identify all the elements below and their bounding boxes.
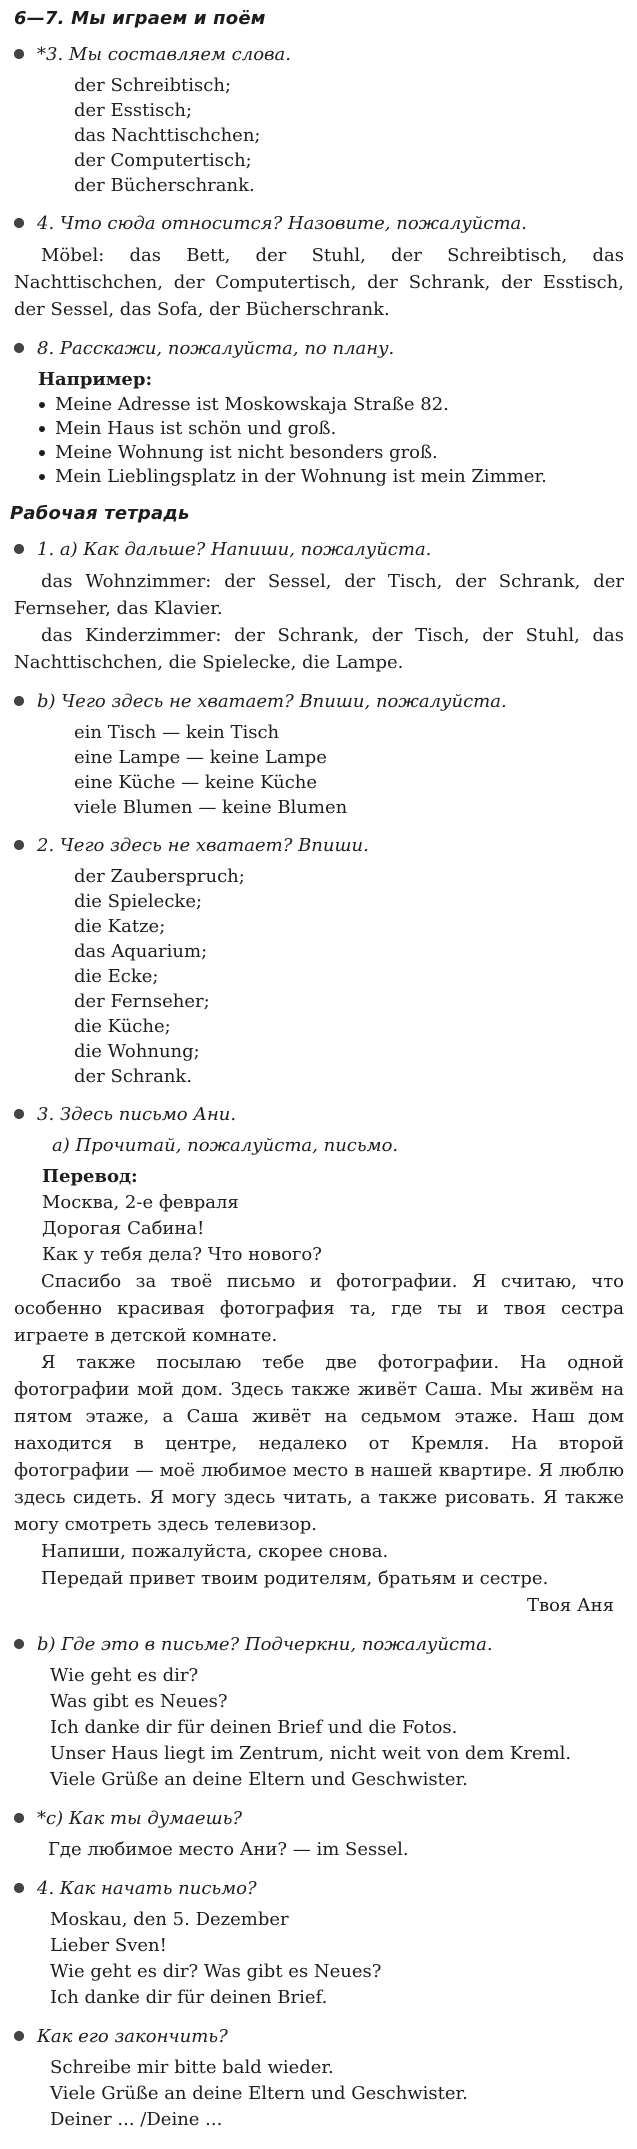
answer-line: Schreibe mir bitte bald wieder. [50,2057,334,2078]
task-3-words [14,42,624,198]
letter-paragraph: Я также посылаю тебе две фотографии. На одной фотографии мой дом. Здесь также живёт Саша. Мы живём на пятом этаже, а Саша живёт на седьмом этаже. Наш дом находится в центре, недалеко от Кремля. На второй фотографии — моё любимое место в нашей квартире. Я люблю здесь сидеть. Я могу здесь читать, а также рисовать. Я также могу смотреть здесь телевизор. [14,1352,624,1535]
dot-bullet-icon [39,426,45,432]
word-item: die Spielecke; [74,891,203,912]
answer-line: Ich danke dir für deinen Brief. [50,1987,328,2008]
task-heading [14,336,624,361]
word-item: das Aquarium; [74,941,208,962]
task-heading [14,1632,624,1657]
word-list [74,73,624,198]
task-heading-label: 3. Здесь письмо Ани. [37,1104,237,1125]
answer-paragraph: das Wohnzimmer: der Sessel, der Tisch, der Schrank, der Fernseher, das Klavier. [14,571,624,619]
dot-bullet-icon [39,450,45,456]
workbook-heading: Рабочая тетрадь [10,503,190,524]
word-item: der Bücherschrank. [74,175,255,196]
task-heading [14,42,624,67]
task-heading [14,2024,624,2049]
letter-line: Москва, 2-е февраля [42,1192,239,1213]
bullet-icon [14,696,24,706]
bullet-icon [14,343,24,353]
answer-line: Viele Grüße an deine Eltern und Geschwister. [50,1769,468,1790]
wb-task-4 [14,1876,624,2011]
answer-line: Viele Grüße an deine Eltern und Geschwister. [50,2083,468,2104]
bullet-icon [14,2031,24,2041]
answer-list [48,1837,624,1863]
translation-label: Перевод: [42,1166,138,1187]
word-item: der Schreibtisch; [74,75,232,96]
word-item: die Küche; [74,1016,171,1037]
bullet-icon [14,840,24,850]
bullet-icon [14,544,24,554]
example-label: Например: [38,369,153,390]
wb-task-1b [14,689,624,820]
answer-line: Wie geht es dir? Was gibt es Neues? [50,1961,382,1982]
task-heading-label: 2. Чего здесь не хватает? Впиши. [37,835,369,856]
dot-bullet-icon [39,402,45,408]
word-item: die Katze; [74,916,166,937]
bullet-icon [14,1639,24,1649]
answer-line: Ich danke dir für deinen Brief und die Fotos. [50,1717,458,1738]
letter-paragraph: Напиши, пожалуйста, скорее снова. [41,1541,389,1562]
example-item-label: Meine Adresse ist Moskowskaja Straße 82. [55,394,449,415]
task-heading-label: 1. a) Как дальше? Напиши, пожалуйста. [37,539,432,560]
answer-paragraph: das Kinderzimmer: der Schrank, der Tisch, der Stuhl, das Nachttischchen, die Spielecke, die Lampe. [14,625,624,673]
answer-line: Где любимое место Ани? — im Sessel. [48,1839,409,1860]
bullet-icon [14,218,24,228]
letter-paragraph: Спасибо за твоё письмо и фотографии. Я считаю, что особенно красивая фотография та, где ты и твоя сестра играете в детской комнате. [14,1271,624,1346]
task-heading [14,1806,624,1831]
wb-task-close [14,2024,624,2133]
word-list [74,720,624,820]
task-heading [14,833,624,858]
wb-task-2 [14,833,624,1089]
letter-paragraph: Передай привет твоим родителям, братьям и сестре. [41,1568,549,1589]
task-8-plan [14,336,624,489]
word-item: der Fernseher; [74,991,210,1012]
letter-signature: Твоя Аня [526,1595,614,1616]
example-item-label: Mein Lieblingsplatz in der Wohnung ist mein Zimmer. [55,466,547,487]
example-item [38,465,624,489]
task-heading [14,537,624,562]
task-subheading: a) Прочитай, пожалуйста, письмо. [52,1135,399,1156]
letter-line: Как у тебя дела? Что нового? [42,1244,322,1265]
word-item: viele Blumen — keine Blumen [74,797,348,818]
task-heading-label: 8. Расскажи, пожалуйста, по плану. [37,338,395,359]
answer-line: Unser Haus liegt im Zentrum, nicht weit von dem Kreml. [50,1743,572,1764]
answer-paragraph: Möbel: das Bett, der Stuhl, der Schreibtisch, das Nachttischchen, der Computertisch, der Schrank, der Esstisch, der Sessel, das Sofa, der Bücherschrank. [14,245,624,320]
wb-task-3b [14,1632,624,1793]
task-heading [14,1102,624,1127]
task-heading-label: 4. Что сюда относится? Назовите, пожалуйста. [37,213,527,234]
answer-line: Moskau, den 5. Dezember [50,1909,289,1930]
word-item: das Nachttischchen; [74,125,261,146]
word-item: der Schrank. [74,1066,193,1087]
word-item: die Ecke; [74,966,159,987]
word-item: die Wohnung; [74,1041,200,1062]
task-4-relate [14,211,624,323]
answer-line: Lieber Sven! [50,1935,167,1956]
word-item: eine Lampe — keine Lampe [74,747,327,768]
bullet-icon [14,1813,24,1823]
word-item: eine Küche — keine Küche [74,772,318,793]
wb-task-3-letter [14,1102,624,1619]
example-item-label: Meine Wohnung ist nicht besonders groß. [55,442,438,463]
task-heading-label: b) Где это в письме? Подчеркни, пожалуйста. [37,1634,493,1655]
answer-line: Was gibt es Neues? [50,1691,228,1712]
word-list [74,864,624,1089]
task-heading-label: b) Чего здесь не хватает? Впиши, пожалуйста. [37,691,507,712]
example-item [38,417,624,441]
answer-line: Wie geht es dir? [50,1665,199,1686]
letter-line: Дорогая Сабина! [42,1218,205,1239]
task-heading-label: 4. Как начать письмо? [37,1878,257,1899]
answer-list [50,1907,624,2011]
bullet-icon [14,1109,24,1119]
dot-bullet-icon [39,474,45,480]
task-heading [14,689,624,714]
example-item-label: Mein Haus ist schön und groß. [55,418,337,439]
task-heading [14,211,624,236]
bullet-icon [14,49,24,59]
answer-line: Deiner ... /Deine ... [50,2109,223,2130]
chapter-heading: 6—7. Мы играем и поём [14,8,266,29]
word-item: ein Tisch — kein Tisch [74,722,280,743]
answer-list [50,1663,624,1793]
wb-task-1a [14,537,624,676]
example-item [38,441,624,465]
task-heading [14,1876,624,1901]
word-item: der Computertisch; [74,150,252,171]
bullet-icon [14,1883,24,1893]
task-heading-label: *c) Как ты думаешь? [37,1808,243,1829]
task-heading-label: *3. Мы составляем слова. [37,44,291,65]
task-heading-label: Как его закончить? [37,2026,228,2047]
word-item: der Zauberspruch; [74,866,245,887]
example-list [38,393,624,489]
answer-list [50,2055,624,2133]
wb-task-3c [14,1806,624,1863]
word-item: der Esstisch; [74,100,193,121]
example-item [38,393,624,417]
